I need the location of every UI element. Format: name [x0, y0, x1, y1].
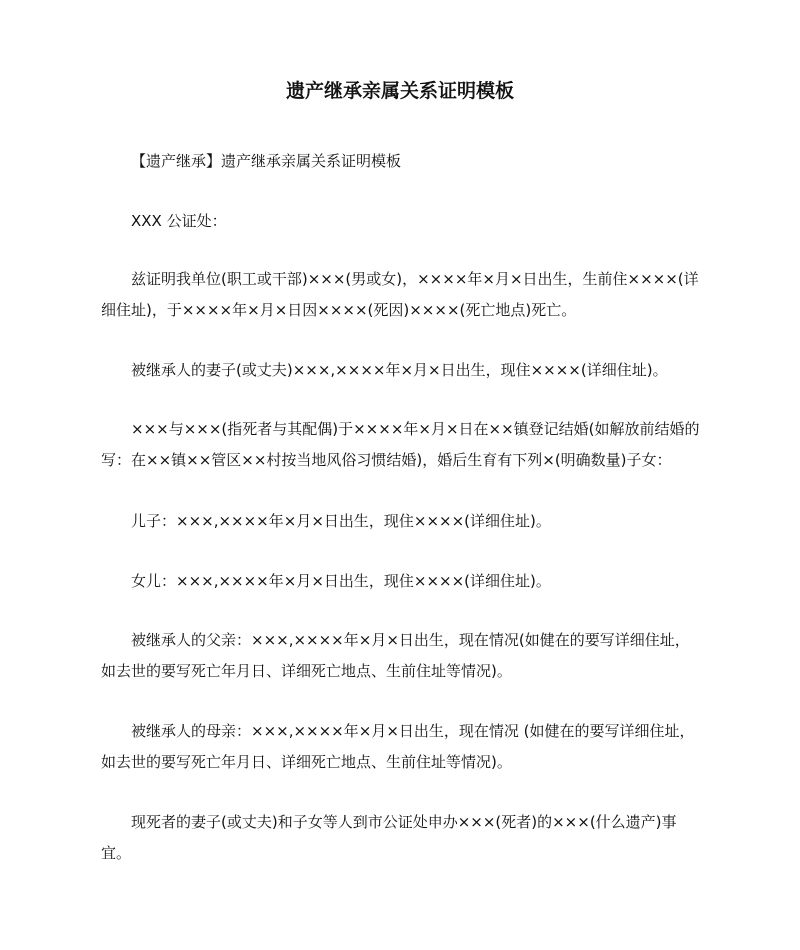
paragraph-mother-info: 被继承人的母亲：×××,××××年×月×日出生，现在情况 (如健在的要写详细住址，如去世的要写死亡年月日、详细死亡地点、生前住址等情况)。	[101, 722, 695, 771]
paragraph-son-info: 儿子：×××,××××年×月×日出生，现住××××(详细住址)。	[131, 512, 551, 530]
paragraph-spouse-info: 被继承人的妻子(或丈夫)×××,××××年×月×日出生，现住××××(详细住址)。	[131, 361, 668, 379]
paragraph-application: 现死者的妻子(或丈夫)和子女等人到市公证处申办×××(死者)的×××(什么遗产)事宜。	[101, 813, 677, 862]
document-title: 遗产继承亲属关系证明模板	[285, 80, 514, 102]
paragraph-heading-label: 【遗产继承】遗产继承亲属关系证明模板	[131, 152, 402, 170]
paragraph-marriage-info: ×××与×××(指死者与其配偶)于××××年×月×日在××镇登记结婚(如解放前结婚的写：在××镇××管区××村按当地风俗习惯结婚)，婚后生育有下列×(明确数量)子女：	[101, 420, 700, 469]
paragraph-daughter-info: 女儿：×××,××××年×月×日出生，现住××××(详细住址)。	[131, 572, 551, 590]
paragraph-addressee: XXX 公证处：	[131, 212, 227, 230]
paragraph-father-info: 被继承人的父亲：×××,××××年×月×日出生，现在情况(如健在的要写详细住址，如去世的要写死亡年月日、详细死亡地点、生前住址等情况)。	[101, 631, 690, 680]
paragraph-deceased-info: 兹证明我单位(职工或干部)×××(男或女)，××××年×月×日出生，生前住××××(详细住址)，于××××年×月×日因××××(死因)××××(死亡地点)死亡。	[101, 270, 699, 319]
